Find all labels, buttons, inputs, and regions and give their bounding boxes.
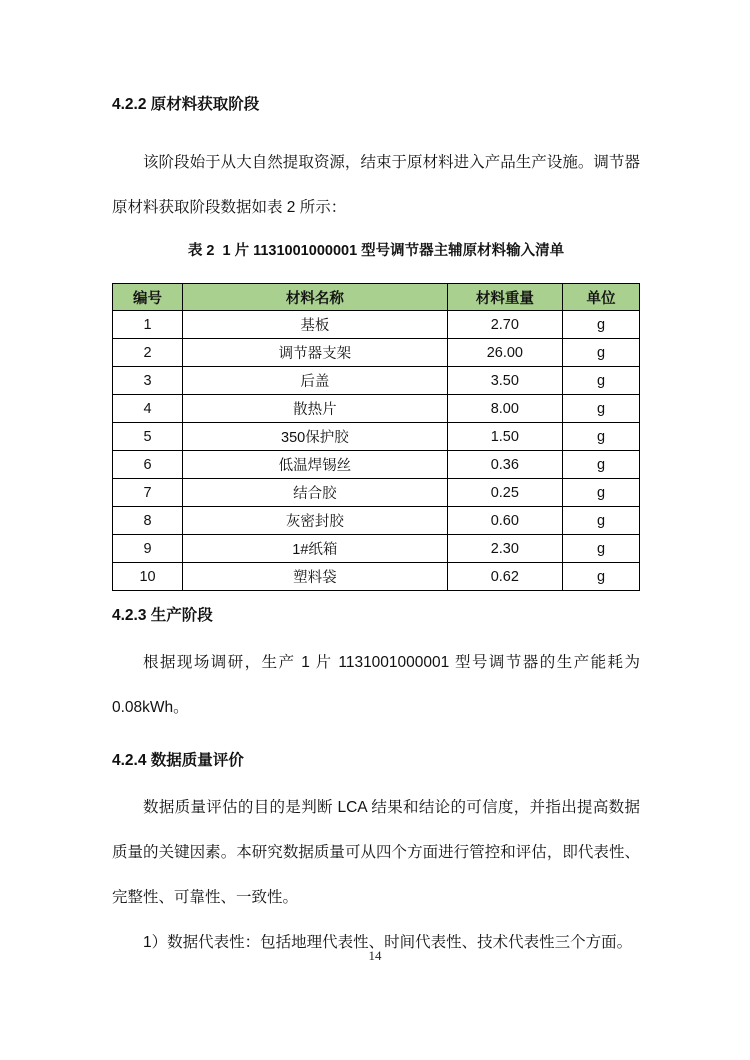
paragraph-production-stage: 根据现场调研，生产 1 片 1131001000001 型号调节器的生产能耗为 0.08kWh。 — [112, 654, 640, 716]
material-weight-cell: 0.25 — [447, 479, 562, 507]
row-number-cell: 3 — [113, 367, 183, 395]
row-number-cell: 1 — [113, 311, 183, 339]
col-header-material: 材料名称 — [183, 284, 448, 311]
material-name-cell: 基板 — [183, 311, 448, 339]
table-row — [113, 507, 640, 535]
material-weight-cell: 0.36 — [447, 451, 562, 479]
section-heading-4-2-4: 4.2.4 数据质量评价 — [112, 752, 244, 769]
material-name-cell: 灰密封胶 — [183, 507, 448, 535]
unit-cell: g — [563, 367, 640, 395]
material-name-cell: 结合胶 — [183, 479, 448, 507]
material-weight-cell: 3.50 — [447, 367, 562, 395]
row-number-cell: 4 — [113, 395, 183, 423]
row-number-cell: 9 — [113, 535, 183, 563]
material-name-cell: 低温焊锡丝 — [183, 451, 448, 479]
materials-table-body — [113, 311, 640, 591]
unit-cell: g — [563, 395, 640, 423]
material-weight-cell: 26.00 — [447, 339, 562, 367]
table-row — [113, 311, 640, 339]
row-number-cell: 2 — [113, 339, 183, 367]
table-row — [113, 423, 640, 451]
unit-cell: g — [563, 535, 640, 563]
page-number: 14 — [368, 948, 382, 963]
row-number-cell: 7 — [113, 479, 183, 507]
table-row — [113, 451, 640, 479]
materials-table-head — [113, 284, 640, 311]
table-row — [113, 339, 640, 367]
list-item-data-representativeness: 1）数据代表性：包括地理代表性、时间代表性、技术代表性三个方面。 — [143, 934, 633, 951]
material-weight-cell: 2.70 — [447, 311, 562, 339]
material-name-cell: 350保护胶 — [183, 423, 448, 451]
material-weight-cell: 0.60 — [447, 507, 562, 535]
col-header-unit: 单位 — [563, 284, 640, 311]
paragraph-data-quality: 数据质量评估的目的是判断 LCA 结果和结论的可信度，并指出提高数据质量的关键因素。本研究数据质量可从四个方面进行管控和评估，即代表性、完整性、可靠性、一致性。 — [112, 799, 640, 906]
page-content — [112, 0, 640, 965]
unit-cell: g — [563, 563, 640, 591]
table-row — [113, 479, 640, 507]
material-name-cell: 塑料袋 — [183, 563, 448, 591]
material-weight-cell: 2.30 — [447, 535, 562, 563]
unit-cell: g — [563, 451, 640, 479]
col-header-weight: 材料重量 — [447, 284, 562, 311]
unit-cell: g — [563, 339, 640, 367]
material-weight-cell: 0.62 — [447, 563, 562, 591]
col-header-number: 编号 — [113, 284, 183, 311]
section-heading-4-2-3: 4.2.3 生产阶段 — [112, 607, 213, 624]
material-name-cell: 1#纸箱 — [183, 535, 448, 563]
row-number-cell: 5 — [113, 423, 183, 451]
table-row — [113, 535, 640, 563]
table-header-row — [113, 284, 640, 311]
material-weight-cell: 1.50 — [447, 423, 562, 451]
material-name-cell: 调节器支架 — [183, 339, 448, 367]
unit-cell: g — [563, 311, 640, 339]
table-caption: 表 2 1 片 1131001000001 型号调节器主辅原材料输入清单 — [187, 243, 565, 259]
unit-cell: g — [563, 507, 640, 535]
material-name-cell: 后盖 — [183, 367, 448, 395]
material-weight-cell: 8.00 — [447, 395, 562, 423]
table-row — [113, 395, 640, 423]
section-heading-4-2-2: 4.2.2 原材料获取阶段 — [112, 96, 260, 113]
unit-cell: g — [563, 479, 640, 507]
table-row — [113, 563, 640, 591]
material-name-cell: 散热片 — [183, 395, 448, 423]
paragraph-raw-material-stage: 该阶段始于从大自然提取资源，结束于原材料进入产品生产设施。调节器原材料获取阶段数据如表 2 所示： — [112, 154, 640, 216]
row-number-cell: 10 — [113, 563, 183, 591]
materials-table — [112, 283, 640, 591]
row-number-cell: 8 — [113, 507, 183, 535]
row-number-cell: 6 — [113, 451, 183, 479]
unit-cell: g — [563, 423, 640, 451]
table-row — [113, 367, 640, 395]
